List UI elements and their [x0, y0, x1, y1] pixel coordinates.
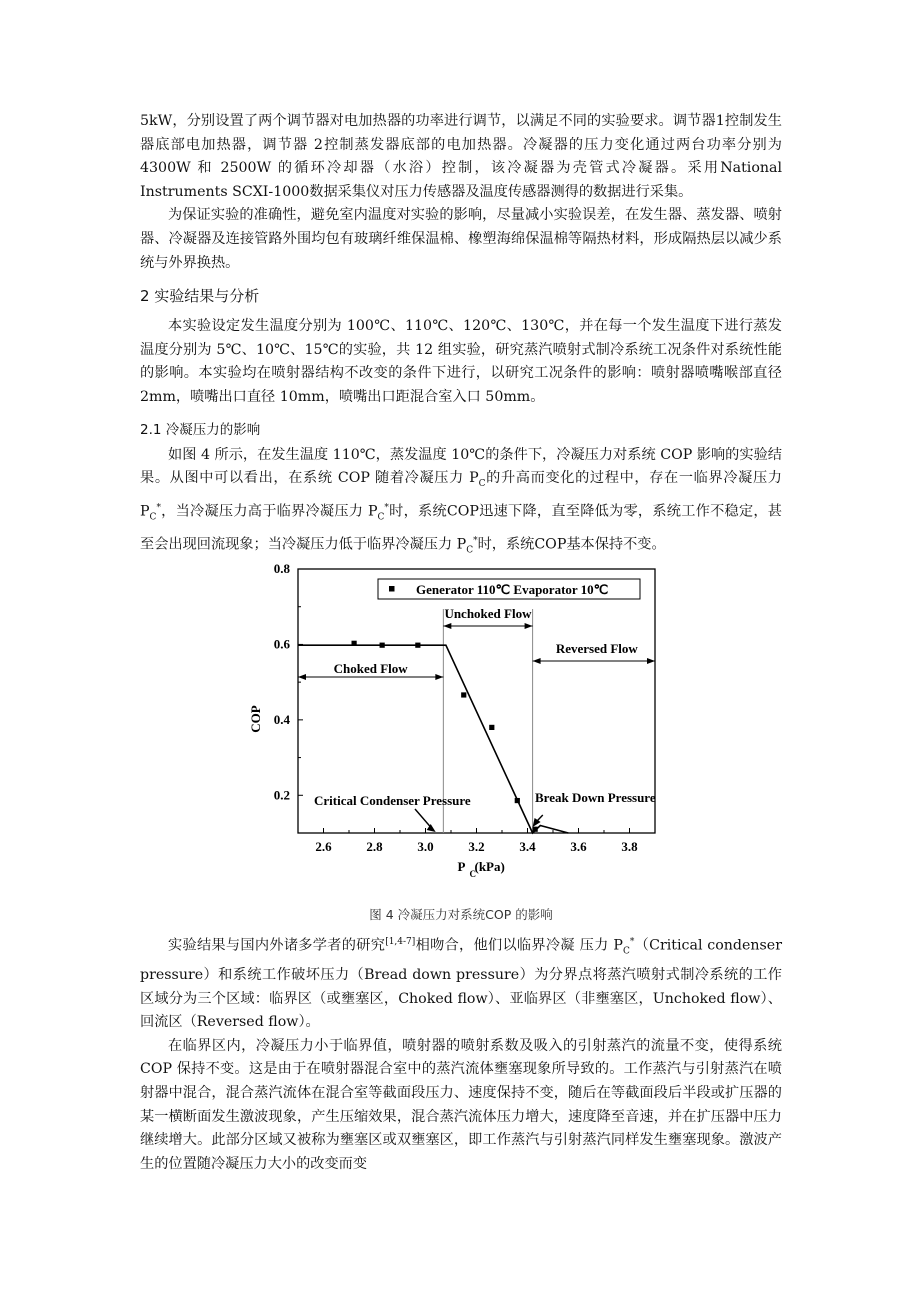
p4-part-c: ，当冷凝压力高于临界冷凝压力 P [160, 503, 378, 520]
data-point [415, 642, 420, 647]
x-tick-label: 3.8 [621, 838, 638, 854]
p4-sub-1: C [478, 478, 486, 489]
figure-4 [140, 560, 782, 899]
p4-sub-4: C [466, 545, 474, 556]
p5-reference: [1,4-7] [385, 936, 416, 947]
paragraph-3: 本实验设定发生温度分别为 100℃、110℃、120℃、130℃，并在每一个发生温度下进行蒸发温度分别为 5℃、10℃、15℃的实验，共 12 组实验，研究蒸汽喷射式制冷系统工况条件对系统性能的影响。本实验均在喷射器结构不改变的条件下进行，以研究工况条件的影响：喷射器喷嘴喉部直径 2mm，喷嘴出口直径 10mm，喷嘴出口距混合室入口 50mm。 [140, 318, 782, 405]
p4-part-b: 的升高而变化的过程中，存在一临界冷凝压力 P [140, 470, 782, 520]
x-tick-label: 3.0 [417, 838, 434, 854]
y-axis-label: COP [248, 705, 263, 733]
reversed-arrow-head-right [647, 658, 655, 664]
choked-arrow-head-left [298, 674, 306, 680]
legend-label: Generator 110℃ Evaporator 10℃ [416, 581, 609, 597]
choked-arrow-head-right [435, 674, 443, 680]
data-point [489, 725, 494, 730]
legend-marker [389, 586, 395, 592]
p5-part-b: 相吻合，他们以临界冷凝 压力 P [415, 937, 623, 954]
annotation-critical: Critical Condenser Pressure [314, 792, 471, 808]
unchoked-arrow-head-left [443, 623, 451, 629]
x-tick-label: 3.6 [570, 838, 587, 854]
x-axis-label-unit: (kPa) [474, 858, 505, 874]
annotation-critical-arrowhead [427, 824, 436, 832]
paragraph-5 [140, 931, 782, 1035]
y-tick-label: 0.2 [273, 787, 290, 803]
region-label-unchoked: Unchoked Flow [444, 605, 532, 621]
data-point [461, 692, 466, 697]
p5-sub: C [622, 946, 630, 957]
p4-part-d: 时，系统COP迅速下降，直至降低为零，系统工作不稳定，甚至会出现回流现象；当冷凝压力低于临界冷凝压力 P [140, 503, 782, 553]
x-tick-label: 3.2 [468, 838, 485, 854]
subsection-heading-2-1: 2.1 冷凝压力的影响 [140, 421, 261, 438]
region-label-choked: Choked Flow [333, 660, 408, 676]
annotation-breakdown: Break Down Pressure [535, 789, 656, 805]
p4-sup-1: * [156, 502, 161, 513]
unchoked-arrow-head-right [525, 623, 533, 629]
paragraph-1: 5kW，分别设置了两个调节器对电加热器的功率进行调节，以满足不同的实验要求。调节器1控制发生器底部电加热器，调节器 2控制蒸发器底部的电加热器。冷凝器的压力变化通过两台功率分别为 4300W 和 2500W 的循环冷却器（水浴）控制，该冷凝器为壳管式冷凝器。采用National Instruments SCXI-1000数据采集仪对压力传感器及温度传感器测得的数据进行采集。 [140, 113, 782, 200]
region-label-reversed: Reversed Flow [555, 640, 638, 656]
data-point [533, 826, 538, 831]
p4-sub-3: C [377, 512, 385, 523]
y-tick-label: 0.8 [273, 560, 290, 576]
p4-sup-3: * [473, 535, 478, 546]
x-tick-label: 2.8 [366, 838, 383, 854]
p4-part-e: 时，系统COP基本保持不变。 [477, 536, 666, 553]
p4-sup-2: * [384, 502, 389, 513]
p4-part-a: 如图 4 所示，在发生温度 110℃，蒸发温度 10℃的条件下，冷凝压力对系统 COP 影响的实验结果。从图中可以看出，在系统 COP 随着冷凝压力 P [140, 446, 782, 487]
x-axis-label-sub: C [469, 868, 476, 879]
figure-caption: 图 4 冷凝压力对系统COP 的影响 [369, 906, 553, 922]
x-tick-label: 3.4 [519, 838, 536, 854]
p4-sub-2: C [149, 512, 157, 523]
document-page [140, 110, 782, 1176]
data-point [352, 641, 357, 646]
x-axis-label: P [457, 858, 466, 874]
data-point [515, 798, 520, 803]
paragraph-4 [140, 444, 782, 563]
section-heading-2: 2 实验结果与分析 [140, 287, 260, 306]
paragraph-2: 为保证实验的准确性，避免室内温度对实验的影响，尽量减小实验误差，在发生器、蒸发器、喷射器、冷凝器及连接管路外围均包有玻璃纤维保温棉、橡塑海绵保温棉等隔热材料，形成隔热层以减少系统与外界换热。 [140, 207, 782, 271]
reversed-arrow-head-left [533, 658, 541, 664]
paragraph-6: 在临界区内，冷凝压力小于临界值，喷射器的喷射系数及吸入的引射蒸汽的流量不变，使得系统 COP 保持不变。这是由于在喷射器混合室中的蒸汽流体壅塞现象所导致的。工作蒸汽与引射蒸汽在喷射器中混合，混合蒸汽流体在混合室等截面段压力、速度保持不变，随后在等截面段后半段或扩压器的某一横断面发生激波现象，产生压缩效果，混合蒸汽流体压力增大，速度降至音速，并在扩压器中压力继续增大。此部分区域又被称为壅塞区或双壅塞区，即工作蒸汽与引射蒸汽同样发生壅塞现象。激波产生的位置随冷凝压力大小的改变而变 [140, 1037, 782, 1172]
data-point [380, 642, 385, 647]
y-tick-label: 0.6 [273, 636, 290, 652]
cop-chart [140, 560, 782, 899]
y-tick-label: 0.4 [273, 711, 290, 727]
x-tick-label: 2.6 [315, 838, 332, 854]
p5-sup: * [629, 936, 635, 947]
p5-part-c: （Critical condenser pressure）和系统工作破坏压力（Bread down pressure）为分界点将蒸汽喷射式制冷系统的工作区域分为三个区域：临界区（或壅塞区，Choked flow）、亚临界区（非壅塞区，Unchoked flow）、回流区（Reversed flow）。 [140, 937, 782, 1031]
p5-part-a: 实验结果与国内外诸多学者的研究 [168, 937, 386, 954]
